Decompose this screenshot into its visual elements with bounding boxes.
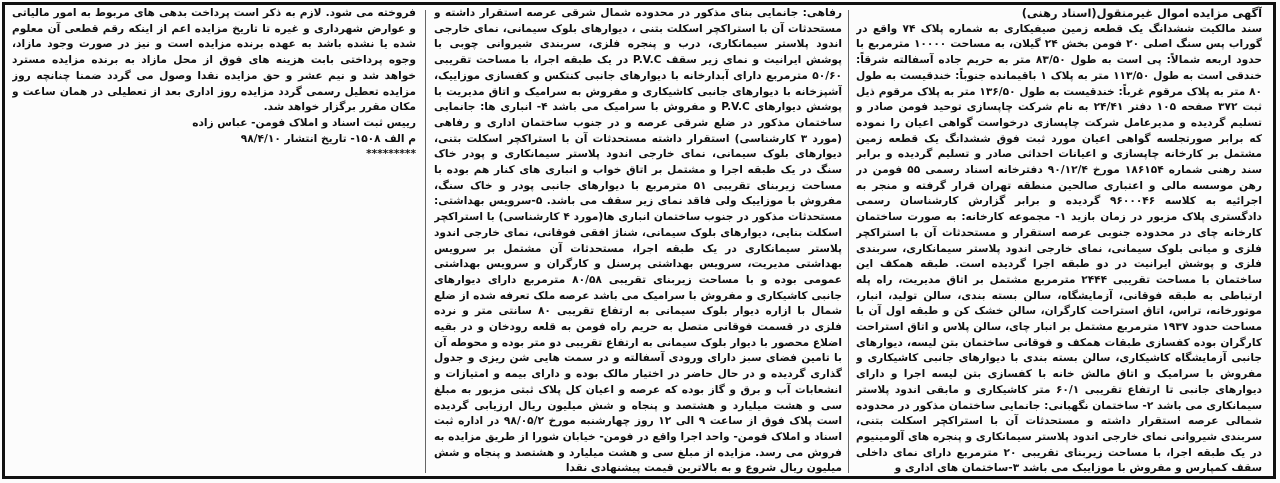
column-divider	[425, 10, 426, 473]
notice-column-middle	[434, 6, 842, 477]
notice-column-left	[12, 6, 416, 477]
notice-body-right: سند مالکیت ششدانگ یک قطعه زمین صیفیکاری به شماره پلاک ۷۴ واقع در گوراب پس سنگ اصلی ۲۰ فومن بخش ۲۴ گیلان، به مساحت ۱۰۰۰۰ مترمربع با حدود اربعه شمالاً: پی است به طول ۸۳/۵۰ متر به حریم جاده آسفالته شرقاً: خندقی است به طول ۱۱۳/۵۰ متر به پلاک ۱ باقیمانده جنوباً: خندقیست به طول ۸۰ متر به پلاک مرقوم غرباً: خندقیست به طول ۱۳۶/۵۰ متر به پلاک مرقوم ذیل ثبت ۳۷۲ صفحه ۱۰۵ دفتر ۲۴/۴۱ به نام شرکت چاپسازی توحید فومن صادر و تسلیم گردیده و مدیرعامل شرکت چاپسازی درخواست گواهی اعیان را نموده که برابر صورتجلسه گواهی اعیان مورد ثبت فوق ششدانگ یک قطعه زمین مشتمل بر کارخانه چاپسازی و اعیانات احداثی صادر و تسلیم گردیده و برابر سند رهنی شماره ۱۸۶۱۵۴ مورخ ۹۰/۱۲/۴ دفترخانه اسناد رسمی ۵۵ فومن در رهن موسسه مالی و اعتباری صالحین منطقه تهران قرار گرفته و منجر به اجرائیه به کلاسه ۹۶۰۰۰۴۶ گردیده و برابر گزارش کارشناسان رسمی دادگستری پلاک مزبور در زمان بازید ۱- مجموعه کارخانه: به صورت ساختمان کارخانه چای در محدوده جنوبی عرصه استقرار و مستحدثات آن با استراکچر فلزی و میانی بلوک سیمانی، نمای خارجی اندود پلاستر سیمانکاری، سربندی فلزی و پوشش ایرانیت در دو طبقه اجرا گردیده است. طبقه همکف این ساختمان با مساحت تقریبی ۲۴۴۴ مترمربع مشتمل بر اتاق مدیریت، راه پله ارتباطی به طبقه فوقانی، آزمایشگاه، سالن بسته بندی، سالن تولید، انبار، موتورخانه، تراس، اتاق استراحت کارگران، سالن خشک کن و طبقه اول آن با مساحت حدود ۱۹۳۷ مترمربع مشتمل بر انبار چای، سالن پلاس و اتاق استراحت کارگران بوده کفسازی طبقات همکف و فوقانی ساختمان بتن لیسه، دیوارهای جانبی آزمایشگاه کاشیکاری، سالن بسته بندی با دیوارهای جانبی کاشیکاری و مفروش با سرامیک و اتاق مالش خانه با کفسازی بتن لیسه اجرا و دارای دیوارهای جانبی تا ارتفاع تقریبی ۶۰/۱ متر کاشیکاری و مابقی اندود پلاستر سیمانکاری می باشد ۲- ساختمان نگهبانی: جانمایی ساختمان مذکور در محدوده شمالی عرصه استقرار داشته و مستحدثات آن با استراکچر اسکلت بتنی، سربندی شیروانی نمای خارجی اندود پلاستر سیمانکاری و پنجره های آلومینیوم در یک طبقه اجرا، با مساحت زیربنای تقریبی ۲۰ مترمربع دارای نمای داخلی سقف کمپارس و مفروش با موزاییک می باشد ۳-ساختمان های اداری و	[856, 22, 1262, 475]
notice-end-stars: *********	[366, 148, 416, 161]
notice-body-left: فروخته می شود. لازم به ذکر است پرداخت بدهی های مربوط به امور مالیاتی و عوارض شهرداری و غیره تا تاریخ مزایده اعم از اینکه رقم قطعی آن معلوم شده یا نشده باشد به عهده برنده مزایده است و نیز در صورت وجود مازاد، وجوه پرداختی بابت هزینه های فوق از محل مازاد به برنده مزایده مسترد خواهد شد و نیم عشر و حق مزایده نقدا وصول می گردد ضمنا چنانچه روز مزایده تعطیل رسمی گردد مزایده روز اداری بعد از تعطیلی در همان ساعت و مکان مقرر برگزار خواهد شد.	[12, 7, 416, 114]
notice-body-middle: رفاهی: جانمایی بنای مذکور در محدوده شمال شرقی عرصه استقرار داشته و مستحدثات آن با استراکچر اسکلت بتنی ، دیوارهای بلوک سیمانی، نمای خارجی اندود پلاستر سیمانکاری، درب و پنجره فلزی، سربندی شیروانی چوبی با پوشش ایرانیت و نمای زیر سقف P.V.C در یک طبقه اجرا، با مساحت تقریبی ۵۰/۶۰ مترمربع دارای آبدارخانه با دیوارهای جانبی کنتکس و کفسازی موزاییک، آشپزخانه با دیوارهای جانبی کاشیکاری و مفروش به سرامیک و اتاق مدیریت با پوشش دیوارهای P.V.C و مفروش با سرامیک می باشد ۴- انباری ها: جانمایی ساختمان مذکور در ضلع شرقی عرصه و در جنوب ساختمان اداری و رفاهی (مورد ۳ کارشناسی) استقرار داشته مستحدثات آن با استراکچر اسکلت بتنی، دیوارهای بلوک سیمانی، نمای خارجی اندود پلاستر سیمانکاری و پودر خاک سنگ در یک طبقه اجرا و مشتمل بر اتاق خواب و انباری های کنار هم بوده با مساحت زیربنای تقریبی ۵۱ مترمربع با دیوارهای جانبی پودر و خاک سنگ، مفروش با موزاییک ولی فاقد نمای زیر سقف می باشد. ۵-سرویس بهداشتی: مستحدثات مذکور در جنوب ساختمان انباری ها(مورد ۴ کارشناسی) با استراکچر اسکلت بنایی، دیوارهای بلوک سیمانی، شناژ افقی فوقانی، نمای خارجی اندود پلاستر سیمانکاری در یک طبقه اجرا، مستحدثات آن مشتمل بر سرویس بهداشتی مدیریت، سرویس بهداشتی پرسنل و کارگران و سرویس بهداشتی عمومی بوده و با مساحت زیربنای تقریبی ۸۰/۵۸ مترمربع دارای دیوارهای جانبی کاشیکاری و مفروش با سرامیک می باشد عرصه ملک تعرفه شده از ضلع شمال با ازاره دیوار بلوک سیمانی به ارتفاع تقریبی ۸۰ سانتی متر و نرده فلزی در قسمت فوقانی متصل به حریم راه فومن به قلعه رودخان و در بقیه اضلاع محصور با دیوار بلوک سیمانی به ارتفاع تقریبی دو متر بوده و محوطه آن با تامین فضای سبز دارای ورودی آسفالته و در سمت هایی شن ریزی و جدول گذاری گردیده و در حال حاضر در اختیار مالک بوده و دارای بیمه و امتیازات و انشعابات آب و برق و گاز بوده که عرصه و اعیان کل پلاک ثبتی مزبور به مبلغ سی و هشت میلیارد و هشتصد و پنجاه و شش میلیون ریال ارزیابی گردیده است پلاک فوق از ساعت ۹ الی ۱۲ روز چهارشنبه مورخ ۹۸/۰۵/۲ در اداره ثبت اسناد و املاک فومن- واحد اجرا واقع در فومن- خیابان شورا از طریق مزایده به فروش می رسد. مزایده از مبلغ سی و هشت میلیارد و هشتصد و پنجاه و شش میلیون ریال شروع و به بالاترین قیمت پیشنهادی نقدا	[434, 7, 842, 475]
notice-column-right	[856, 6, 1262, 477]
notice-signature: رییس ثبت اسناد و املاک فومن- عباس زاده	[192, 116, 416, 129]
column-divider	[848, 10, 849, 473]
notice-reference: م الف ۱۵۰۸- تاریخ انتشار ۹۸/۴/۱۰	[240, 132, 416, 145]
notice-title: آگهی مزایده اموال غیرمنقول(اسناد رهنی)	[1021, 6, 1262, 20]
